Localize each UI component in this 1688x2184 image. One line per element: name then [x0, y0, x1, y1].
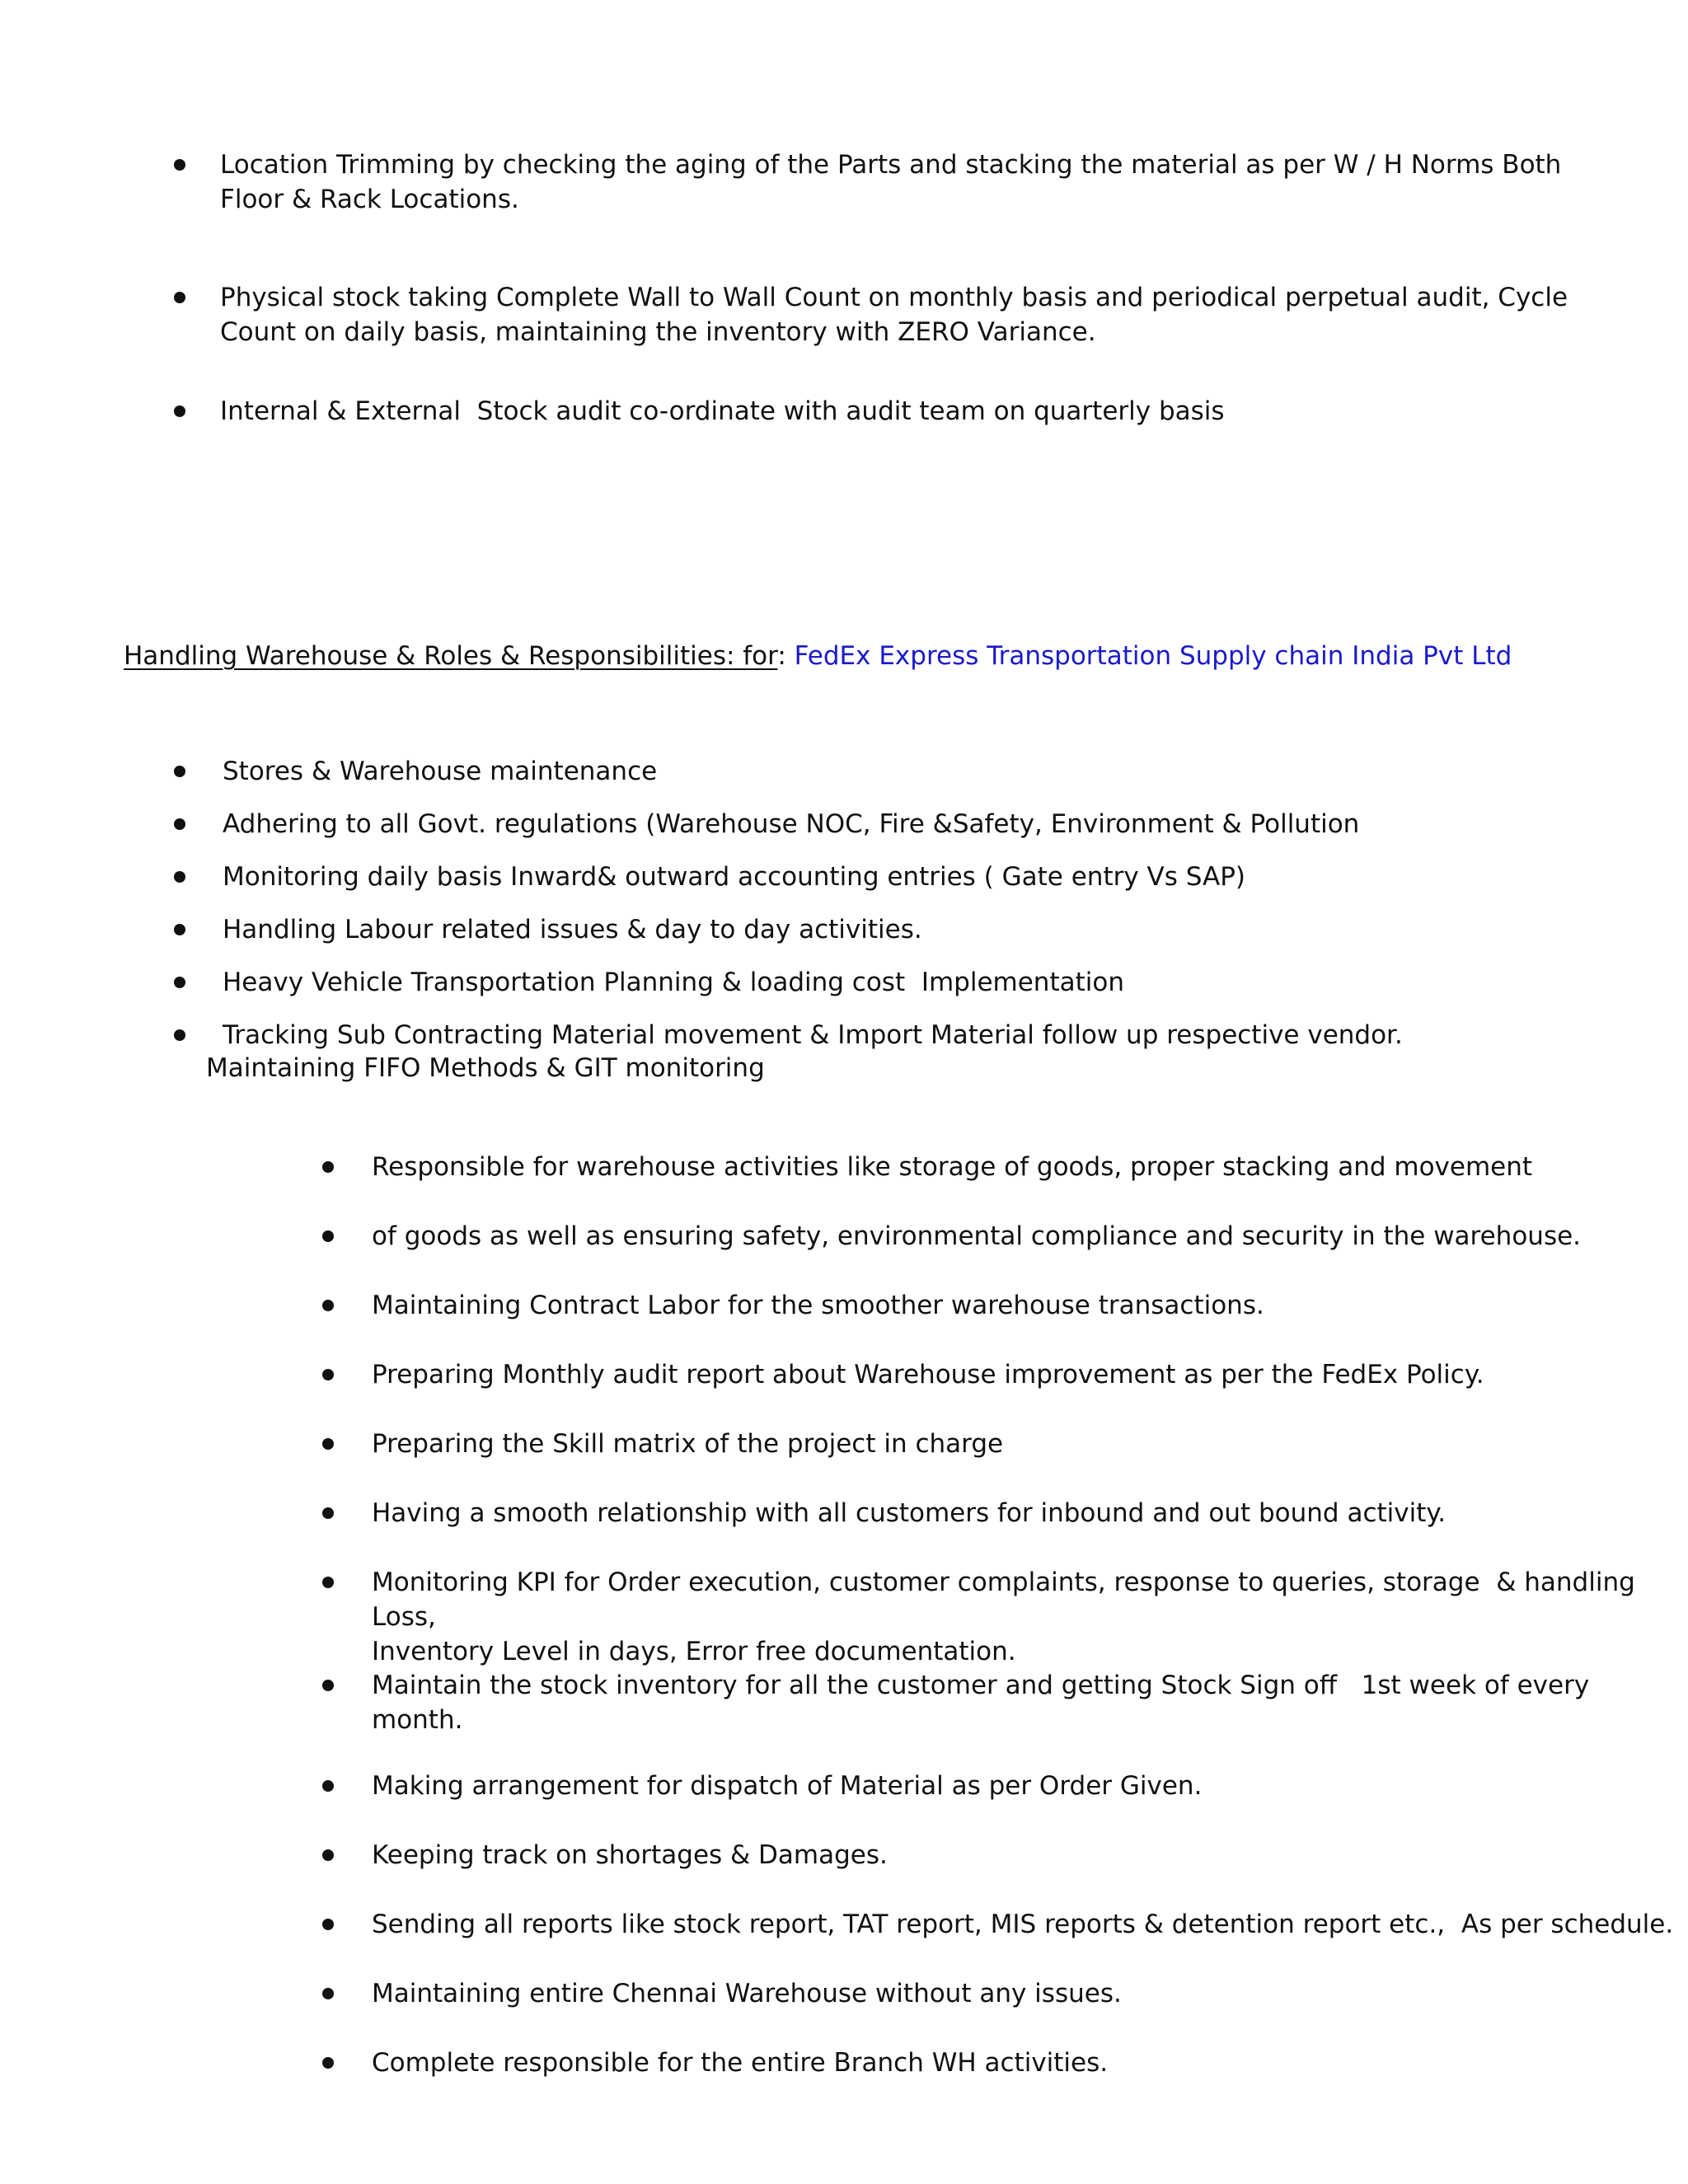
list-item: Stores & Warehouse maintenance: [223, 757, 658, 786]
bullet-icon: [322, 1369, 334, 1380]
list-item: Physical stock taking Complete Wall to Wall Count on monthly basis and periodical perpetual audit, Cycle Count on daily basis, maintaining the inventory with ZERO Variance.: [220, 283, 1568, 347]
list-item: Adhering to all Govt. regulations (Warehouse NOC, Fire &Safety, Environment & Pollution: [223, 809, 1360, 839]
bullet-icon: [174, 405, 185, 417]
list-item: of goods as well as ensuring safety, environmental compliance and security in the warehouse.: [372, 1221, 1582, 1251]
bullet-icon: [322, 1230, 334, 1242]
company-name: FedEx Express Transportation Supply chain India Pvt Ltd: [794, 641, 1512, 671]
bullet-icon: [174, 818, 185, 830]
list-item: Having a smooth relationship with all customers for inbound and out bound activity.: [372, 1498, 1447, 1528]
bullet-icon: [174, 766, 185, 777]
list-item: Keeping track on shortages & Damages.: [372, 1840, 888, 1870]
list-item: Handling Labour related issues & day to day activities.: [223, 915, 922, 944]
list-item: Maintain the stock inventory for all the customer and getting Stock Sign off 1st week of every month.: [372, 1671, 1590, 1735]
bullet-icon: [322, 1780, 334, 1792]
bullet-icon: [174, 159, 185, 171]
bullet-icon: [174, 1029, 185, 1041]
bullet-icon: [322, 1438, 334, 1450]
list-item: Tracking Sub Contracting Material movement & Import Material follow up respective vendor.: [223, 1020, 1403, 1050]
bullet-icon: [174, 292, 185, 303]
bullet-icon: [322, 1680, 334, 1691]
list-item: Location Trimming by checking the aging of the Parts and stacking the material as per W / H Norms Both Floor & Rack Locations.: [220, 150, 1562, 214]
list-item: Heavy Vehicle Transportation Planning & loading cost Implementation: [223, 968, 1124, 997]
bullet-icon: [322, 1507, 334, 1519]
bullet-icon: [322, 1161, 334, 1173]
section-heading: [124, 639, 1512, 673]
list-item: Sending all reports like stock report, TAT report, MIS reports & detention report etc., As per schedule.: [372, 1910, 1674, 1939]
bullet-icon: [322, 1577, 334, 1588]
list-item: Internal & External Stock audit co-ordinate with audit team on quarterly basis: [220, 396, 1225, 426]
bullet-icon: [322, 2057, 334, 2069]
list-item: Monitoring KPI for Order execution, customer complaints, response to queries, storage & handling Loss, Inventory Level in days, Error free documentation.: [372, 1568, 1643, 1666]
bullet-icon: [322, 1919, 334, 1930]
bullet-icon: [322, 1300, 334, 1311]
bullet-icon: [322, 1988, 334, 1999]
list-item: Preparing the Skill matrix of the project in charge: [372, 1429, 1004, 1459]
list-item: Monitoring daily basis Inward& outward accounting entries ( Gate entry Vs SAP): [223, 862, 1245, 892]
heading-colon: :: [777, 641, 795, 671]
bullet-icon: [322, 1849, 334, 1861]
list-item: Making arrangement for dispatch of Material as per Order Given.: [372, 1771, 1203, 1801]
list-item: Complete responsible for the entire Branch WH activities.: [372, 2048, 1109, 2078]
list-item: Responsible for warehouse activities like storage of goods, proper stacking and movement: [372, 1152, 1533, 1182]
list-item: Maintaining entire Chennai Warehouse without any issues.: [372, 1979, 1122, 2008]
list-continuation: Maintaining FIFO Methods & GIT monitoring: [206, 1053, 765, 1083]
bullet-icon: [174, 977, 185, 988]
list-item: Preparing Monthly audit report about Warehouse improvement as per the FedEx Policy.: [372, 1360, 1484, 1390]
list-item: Maintaining Contract Labor for the smoother warehouse transactions.: [372, 1291, 1264, 1320]
heading-label: Handling Warehouse & Roles & Responsibilities: for: [124, 641, 778, 671]
bullet-icon: [174, 924, 185, 935]
bullet-icon: [174, 871, 185, 883]
